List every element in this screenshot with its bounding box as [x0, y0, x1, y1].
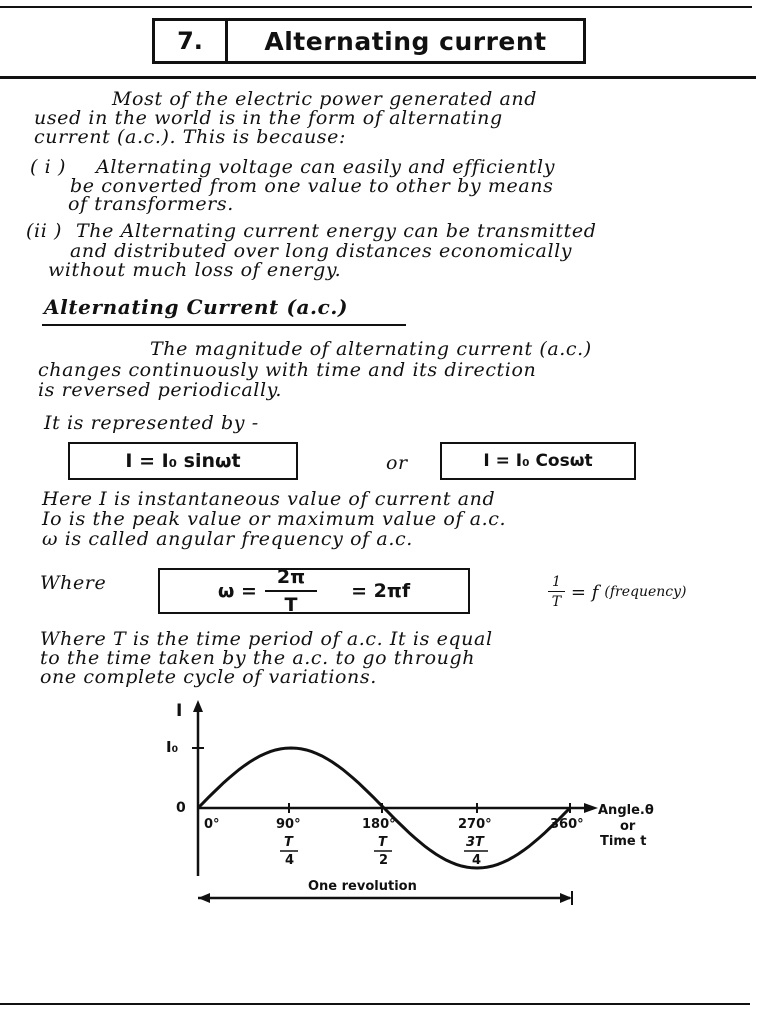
omega-fraction: [265, 566, 317, 616]
axis-label-or: or: [620, 819, 636, 834]
peak-label: I₀: [166, 738, 179, 756]
where-label: Where: [40, 572, 107, 594]
formula-sin-box: [68, 442, 298, 480]
frequency-rhs: = f: [570, 581, 599, 603]
y-axis-arrow: [193, 700, 203, 712]
omega-fraction-numerator: 2π: [265, 566, 317, 592]
time-tick-3-num: 3T: [466, 835, 484, 850]
explanation-line-1: Here I is instantaneous value of current and: [42, 488, 496, 510]
or-text: or: [386, 452, 408, 474]
point-2-line-2: and distributed over long distances economically: [70, 240, 573, 262]
revolution-arrow-left: [198, 893, 210, 903]
formula-cos: I = I₀ Cosωt: [483, 451, 593, 471]
formula-cos-box: [440, 442, 636, 480]
time-tick-1-num: T: [284, 835, 293, 850]
time-tick-1-den: 4: [285, 853, 295, 868]
chapter-number: 7.: [155, 21, 228, 61]
definition-line-1: The magnitude of alternating current (a.c.): [150, 338, 592, 360]
omega-lhs: ω =: [217, 580, 257, 602]
point-2-line-3: without much loss of energy.: [48, 259, 342, 281]
point-2-line-1: The Alternating current energy can be transmitted: [76, 220, 597, 242]
tick-label-180: 180°: [362, 817, 396, 832]
frequency-numerator: 1: [548, 574, 565, 592]
explanation-line-3: ω is called angular frequency of a.c.: [42, 528, 413, 550]
y-axis-label: I: [176, 701, 183, 721]
point-1-line-1: Alternating voltage can easily and efficiently: [96, 156, 556, 178]
intro-line-1: Most of the electric power generated and: [112, 88, 538, 110]
top-rule: [0, 6, 752, 8]
frequency-note-text: (frequency): [604, 584, 687, 600]
represented-by-text: It is represented by -: [44, 412, 259, 434]
tick-label-360: 360°: [550, 817, 584, 832]
zero-label: 0: [176, 800, 186, 816]
frequency-note: [548, 574, 687, 610]
period-line-2: to the time taken by the a.c. to go through: [40, 647, 476, 669]
x-axis-arrow: [584, 803, 598, 813]
section-heading-underline: [42, 324, 406, 326]
time-tick-3-den: 4: [472, 853, 482, 868]
period-line-1: Where T is the time period of a.c. It is equal: [40, 628, 493, 650]
bottom-rule: [0, 1003, 750, 1005]
point-1-line-2: be converted from one value to other by means: [70, 175, 554, 197]
explanation-line-2: Io is the peak value or maximum value of a.c.: [42, 508, 507, 530]
omega-fraction-denominator: T: [284, 594, 298, 616]
point-1-line-3: of transformers.: [68, 193, 234, 215]
omega-rhs: = 2πf: [351, 580, 411, 602]
frequency-fraction: [548, 574, 565, 610]
header-rule: [0, 76, 756, 79]
intro-line-3: current (a.c.). This is because:: [34, 126, 347, 148]
time-tick-2-den: 2: [379, 853, 389, 868]
intro-line-2: used in the world is in the form of alternating: [34, 107, 503, 129]
tick-label-0: 0°: [204, 817, 220, 832]
section-heading: Alternating Current (a.c.): [44, 295, 349, 319]
axis-label-time: Time t: [600, 834, 647, 849]
definition-line-3: is reversed periodically.: [38, 379, 283, 401]
tick-label-90: 90°: [276, 817, 301, 832]
revolution-arrow-right: [560, 893, 572, 903]
period-line-3: one complete cycle of variations.: [40, 666, 377, 688]
omega-formula-box: [158, 568, 470, 614]
ac-waveform-graph: [0, 690, 768, 920]
time-tick-2-num: T: [378, 835, 387, 850]
definition-line-2: changes continuously with time and its direction: [38, 359, 537, 381]
formula-sin: I = I₀ sinωt: [125, 450, 241, 472]
chapter-title: Alternating current: [264, 26, 547, 56]
point-1-marker: ( i ): [30, 156, 66, 178]
axis-label-angle: Angle.θ: [598, 803, 654, 818]
point-2-marker: (ii ): [26, 220, 63, 242]
revolution-label: One revolution: [308, 879, 417, 894]
tick-label-270: 270°: [458, 817, 492, 832]
frequency-denominator: T: [551, 594, 562, 610]
chapter-title-box: [152, 18, 586, 64]
